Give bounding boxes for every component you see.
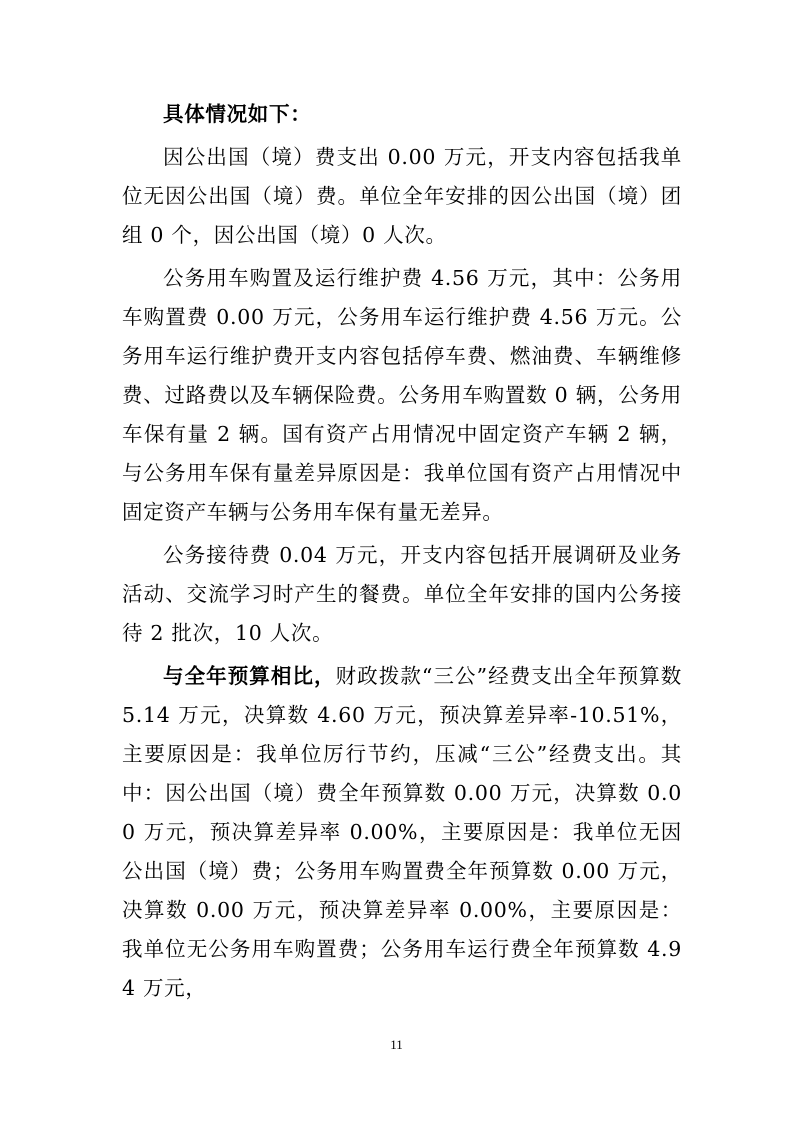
page-number: 11 xyxy=(390,1037,403,1052)
paragraph-official-reception: 公务接待费 0.04 万元，开支内容包括开展调研及业务活动、交流学习时产生的餐费。单位全年安排的国内公务接待 2 批次，10 人次。 xyxy=(122,543,682,645)
document-body xyxy=(122,95,682,1012)
paragraph-official-vehicles: 公务用车购置及运行维护费 4.56 万元，其中：公务用车购置费 0.00 万元，公务用车运行维护费 4.56 万元。公务用车运行维护费开支内容包括停车费、燃油费、车辆维修费、过路费以及车辆保险费。公务用车购置数 0 辆，公务用车保有量 2 辆。国有资产占用情况中固定资产车辆 2 辆，与公务用车保有量差异原因是：我单位国有资产占用情况中固定资产车辆与公务用车保有量无差异。 xyxy=(122,266,682,524)
paragraph-budget-comparison xyxy=(122,657,682,1008)
section-heading: 具体情况如下： xyxy=(163,102,312,126)
paragraph-overseas-travel: 因公出国（境）费支出 0.00 万元，开支内容包括我单位无因公出国（境）费。单位全年安排的因公出国（境）团组 0 个，因公出国（境）0 人次。 xyxy=(122,145,682,247)
comparison-lead: 与全年预算相比， xyxy=(163,664,336,688)
comparison-text: 财政拨款“三公”经费支出全年预算数 5.14 万元，决算数 4.60 万元，预决算差异率-10.51%，主要原因是：我单位厉行节约，压减“三公”经费支出。其中：因公出国（境）费全年预算数 0.00 万元，决算数 0.00 万元，预决算差异率 0.00%，主要原因是：我单位无因公出国（境）费；公务用车购置费全年预算数 0.00 万元，决算数 0.00 万元，预决算差异率 0.00%，主要原因是：我单位无公务用车购置费；公务用车运行费全年预算数 4.94 万元， xyxy=(122,664,682,1000)
